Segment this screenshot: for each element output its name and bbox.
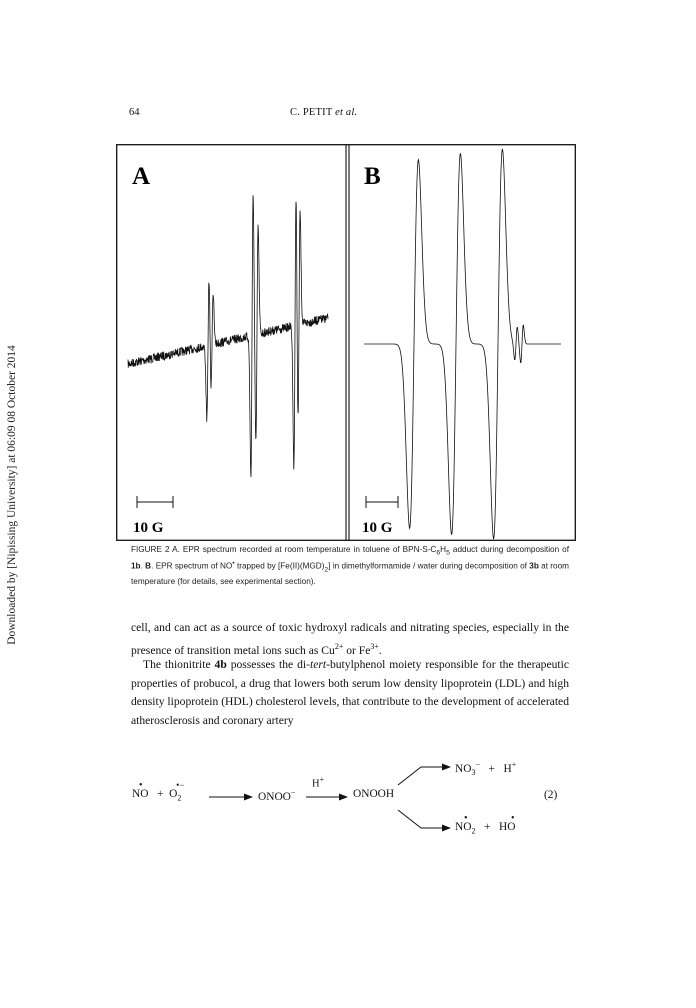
panel-b-scale-bar: [366, 496, 398, 508]
panel-a: [128, 163, 328, 536]
catalyst-label: H+: [312, 775, 325, 790]
peroxynitrous-acid: ONOOH: [353, 788, 395, 800]
panel-b-scale-label: 10 G: [362, 520, 393, 536]
equation-reactants: NO • + $O_2$ •−: [132, 780, 185, 803]
panel-a-scale-bar: [137, 496, 173, 508]
panel-b-spectrum: [364, 149, 561, 539]
running-head: C. PETIT et al.: [290, 107, 358, 118]
figure-caption: FIGURE 2 A. EPR spectrum recorded at room temperature in toluene of BPN-$S-C_6H_5$ adduct during decomposition of 1b. B. EPR spectrum of NO• trapped by $[Fe(II)(MGD)_2]$ in dimethylformamide / water during decomposition of 3b at room temperature (for details, see experimental section).: [131, 545, 569, 586]
protonation-arrow: [305, 790, 349, 804]
download-watermark: Downloaded by [Nipissing University] at 06:09 08 October 2014: [6, 345, 19, 645]
panel-a-label: A: [132, 163, 151, 190]
products-lower: $NO_2$ • + HO •: [455, 813, 516, 836]
equation-number: (2): [544, 789, 558, 801]
panel-a-spectrum: [128, 195, 328, 477]
panel-a-scale-label: 10 G: [133, 520, 164, 536]
peroxynitrite: ONOO−: [258, 788, 296, 803]
body-paragraph: The thionitrite 4b possesses the di-tert-butylphenol moiety responsible for the therapeutic properties of probucol, a drug that lowers both serum low density lipoprotein (LDL) and high density lipoprotein (HDL) cholesterol levels, that contribute to the development of accelerated atherosclerosis and coronary artery: [131, 658, 570, 727]
panel-b-label: B: [364, 163, 381, 190]
reaction-arrow: [208, 790, 254, 804]
page-number: 64: [129, 107, 140, 118]
epr-figure: [116, 144, 576, 541]
products-upper: $NO_3^-$ + H+: [455, 760, 517, 778]
body-paragraph: cell, and can act as a source of toxic hydroxyl radicals and nitrating species, especially in the presence of transition metal ions such as $Cu^{2+}$ or $Fe^{3+}$.: [131, 621, 569, 657]
panel-b: [362, 149, 561, 539]
branch-arrows: [393, 758, 455, 838]
